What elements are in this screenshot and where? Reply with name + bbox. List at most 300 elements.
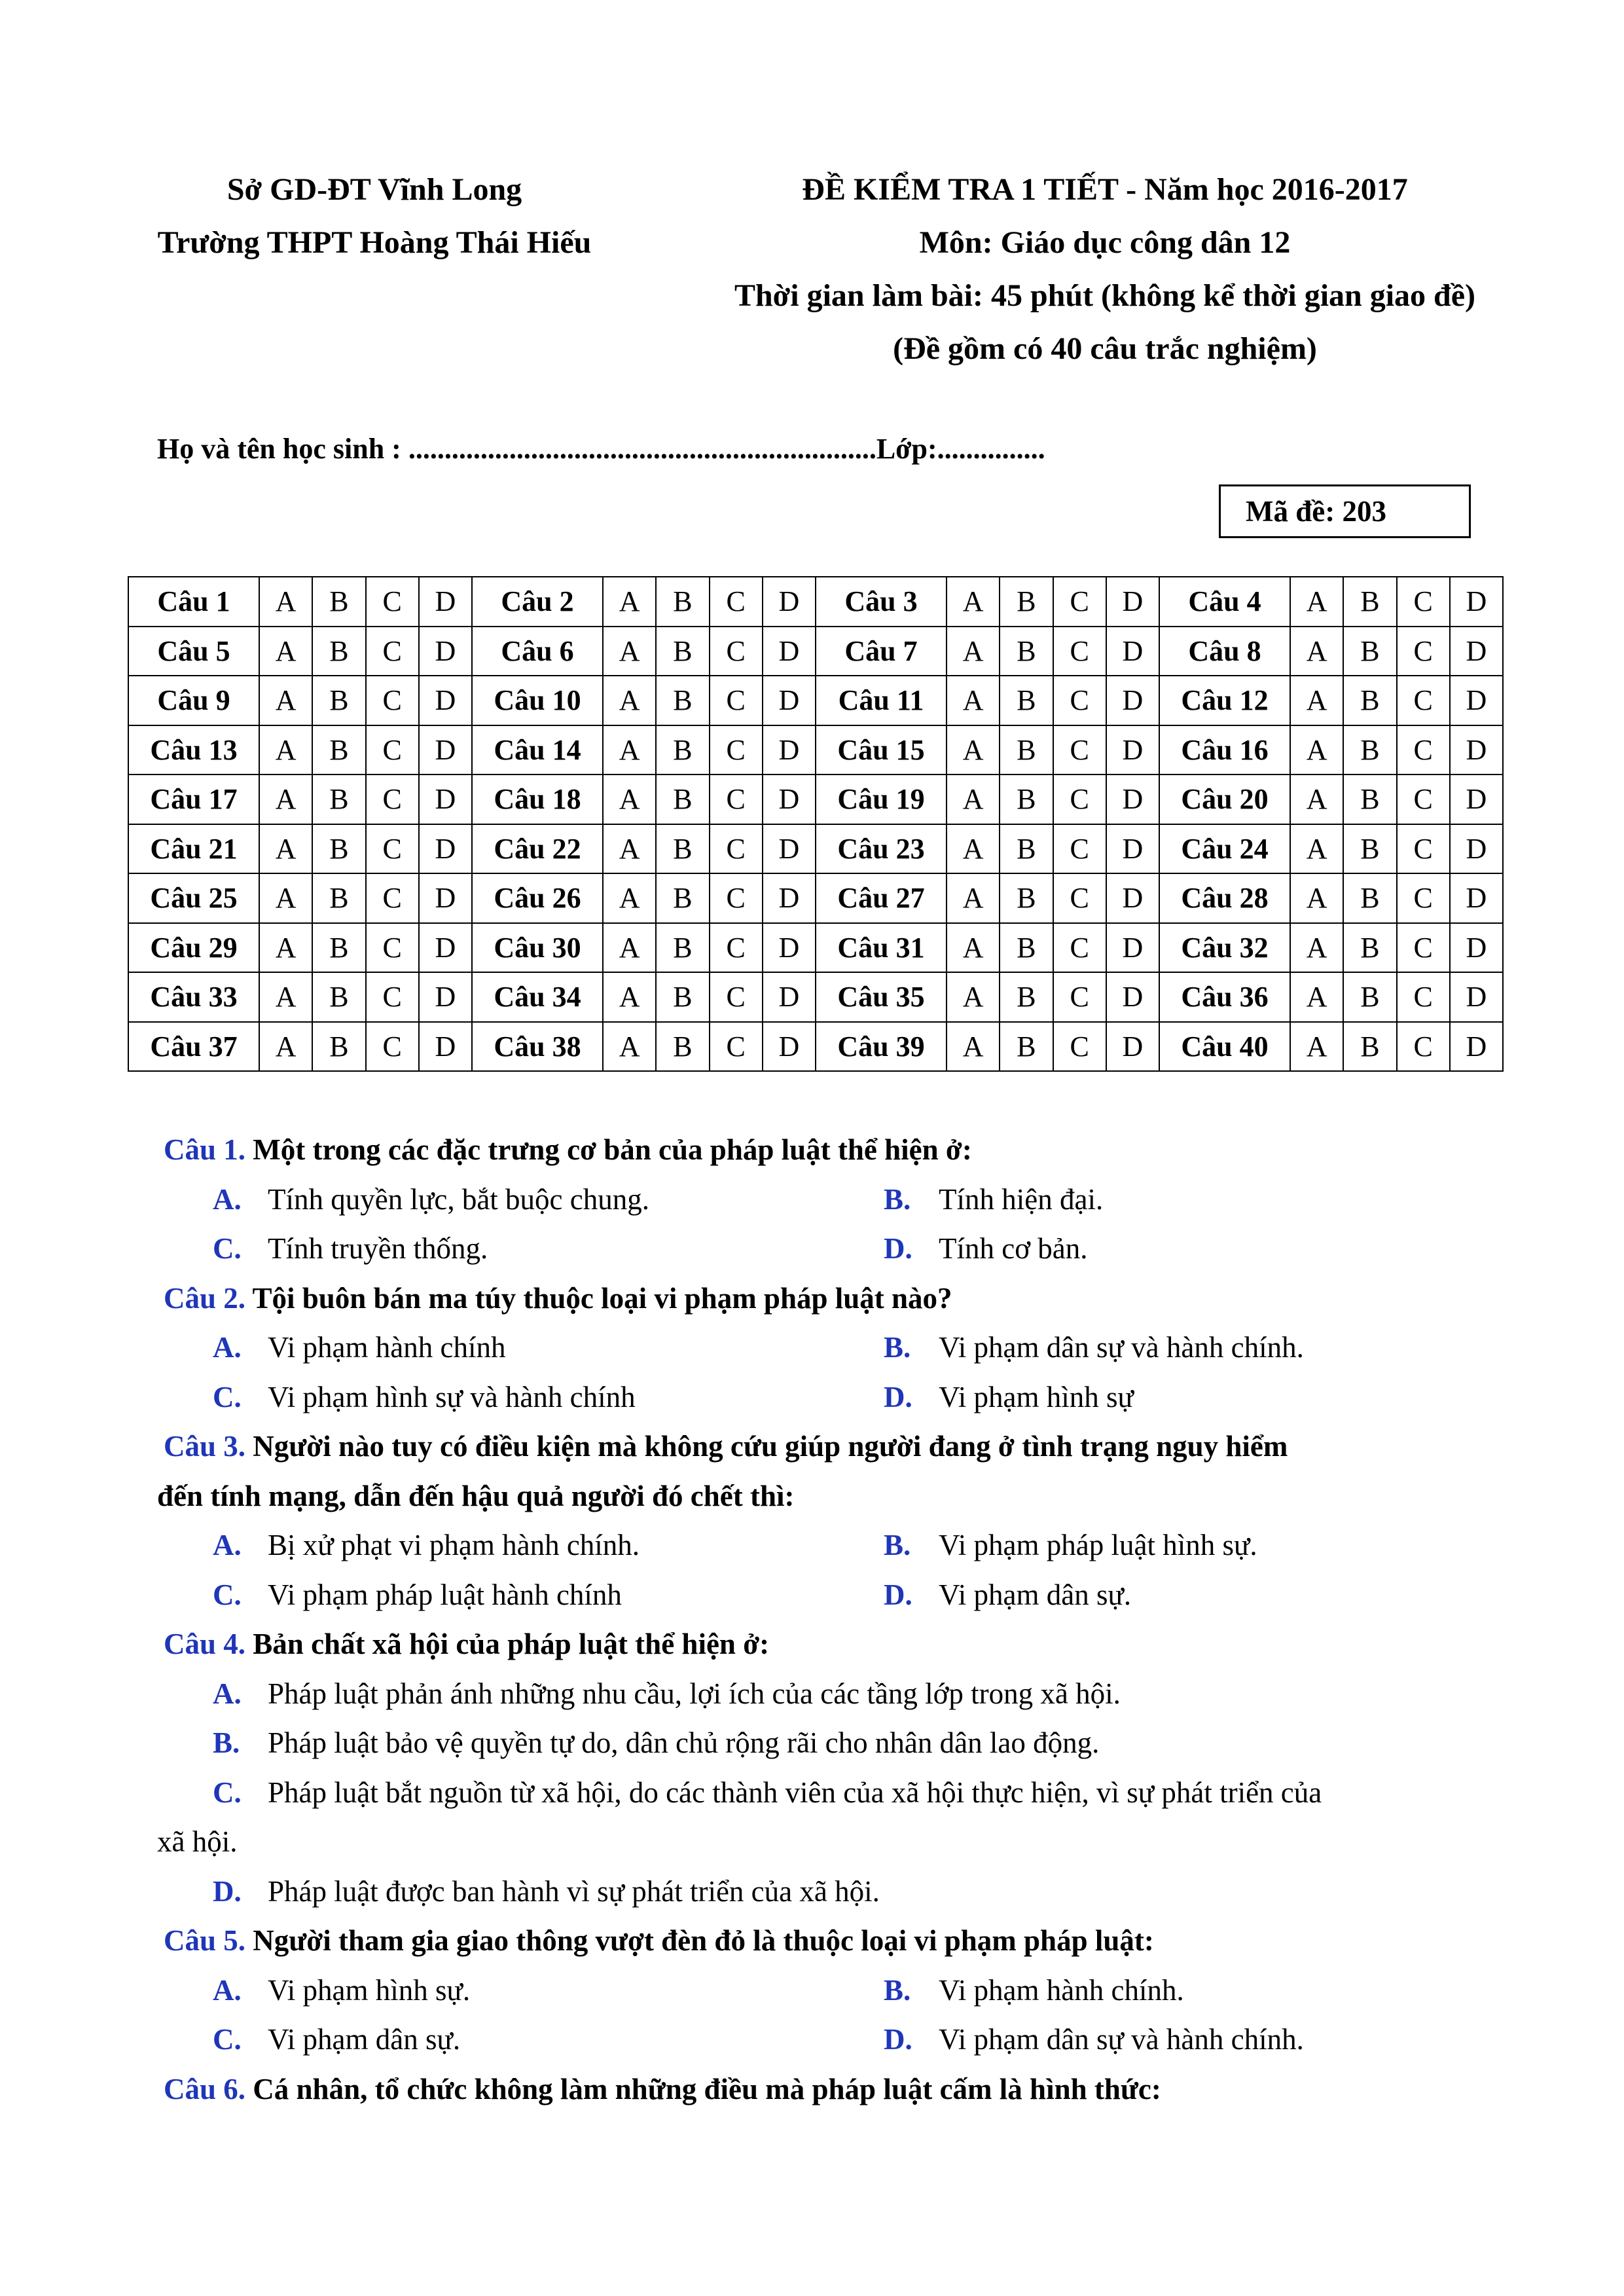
answer-grid-question-label: Câu 37 bbox=[128, 1022, 259, 1072]
option-letter: D. bbox=[884, 1232, 912, 1265]
answer-option-cell[interactable]: B bbox=[1000, 923, 1053, 973]
answer-grid-question-label: Câu 6 bbox=[472, 627, 603, 676]
question-stem bbox=[164, 1133, 972, 1167]
option-letter: B. bbox=[884, 1529, 911, 1561]
question-number: Câu 6. bbox=[164, 2072, 246, 2105]
answer-grid-row bbox=[128, 774, 1503, 824]
answer-option-cell[interactable]: C bbox=[1053, 774, 1106, 824]
answer-option-cell[interactable]: B bbox=[312, 824, 365, 874]
answer-option-cell[interactable]: A bbox=[603, 972, 656, 1022]
answer-option-cell[interactable]: C bbox=[1397, 972, 1450, 1022]
answer-option-cell[interactable]: C bbox=[710, 923, 763, 973]
answer-option-cell[interactable]: B bbox=[1343, 1022, 1396, 1072]
answer-grid-question-label: Câu 8 bbox=[1159, 627, 1290, 676]
answer-option-cell[interactable]: A bbox=[1290, 577, 1343, 627]
option-letter: C. bbox=[213, 1232, 242, 1265]
answer-grid-question-label: Câu 39 bbox=[816, 1022, 947, 1072]
answer-option[interactable] bbox=[213, 1677, 1121, 1711]
question-number: Câu 4. bbox=[164, 1628, 246, 1660]
answer-option-cell[interactable]: D bbox=[763, 676, 816, 725]
answer-grid-question-label: Câu 13 bbox=[128, 725, 259, 775]
answer-option-cell[interactable]: B bbox=[656, 873, 709, 923]
answer-grid-row bbox=[128, 1022, 1503, 1072]
answer-option[interactable] bbox=[213, 1330, 505, 1364]
answer-option-cell[interactable]: C bbox=[1053, 676, 1106, 725]
answer-grid-question-label: Câu 20 bbox=[1159, 774, 1290, 824]
answer-option[interactable] bbox=[884, 1973, 1184, 2007]
answer-option-cell[interactable]: D bbox=[1450, 774, 1503, 824]
answer-option[interactable] bbox=[213, 1528, 640, 1562]
answer-grid-question-label: Câu 12 bbox=[1159, 676, 1290, 725]
option-text: Vi phạm pháp luật hình sự. bbox=[939, 1529, 1257, 1561]
answer-option-cell[interactable]: A bbox=[947, 824, 1000, 874]
answer-option-cell[interactable]: A bbox=[947, 923, 1000, 973]
answer-option-cell[interactable]: C bbox=[366, 627, 419, 676]
answer-option-cell[interactable]: C bbox=[366, 1022, 419, 1072]
answer-option-cell[interactable]: D bbox=[419, 873, 472, 923]
answer-option-cell[interactable]: D bbox=[1450, 577, 1503, 627]
answer-option-cell[interactable]: A bbox=[1290, 1022, 1343, 1072]
answer-option[interactable] bbox=[884, 1330, 1304, 1364]
answer-option-cell[interactable]: B bbox=[312, 1022, 365, 1072]
option-text: Tính hiện đại. bbox=[939, 1182, 1104, 1216]
option-text: Vi phạm hình sự bbox=[939, 1380, 1134, 1413]
answer-grid-question-label: Câu 32 bbox=[1159, 923, 1290, 973]
answer-option-cell[interactable]: D bbox=[1106, 923, 1159, 973]
exam-time: Thời gian làm bài: 45 phút (không kể thời gian giao đề) bbox=[734, 278, 1476, 313]
answer-option-cell[interactable]: C bbox=[366, 824, 419, 874]
answer-option-cell[interactable]: A bbox=[1290, 725, 1343, 775]
answer-option-cell[interactable]: D bbox=[763, 972, 816, 1022]
answer-option[interactable] bbox=[213, 2022, 460, 2056]
answer-option-cell[interactable]: B bbox=[1343, 725, 1396, 775]
answer-option-cell[interactable]: B bbox=[656, 972, 709, 1022]
answer-grid-question-label: Câu 31 bbox=[816, 923, 947, 973]
answer-option-cell[interactable]: D bbox=[419, 972, 472, 1022]
answer-option-cell[interactable]: D bbox=[763, 873, 816, 923]
answer-grid-row bbox=[128, 873, 1503, 923]
answer-option-cell[interactable]: C bbox=[710, 676, 763, 725]
answer-option[interactable] bbox=[884, 1231, 1087, 1266]
answer-option[interactable] bbox=[884, 1578, 1131, 1612]
answer-option[interactable] bbox=[884, 1528, 1257, 1562]
answer-option-cell[interactable]: C bbox=[1397, 774, 1450, 824]
answer-option-cell[interactable]: D bbox=[763, 824, 816, 874]
answer-grid-question-label: Câu 40 bbox=[1159, 1022, 1290, 1072]
answer-option-cell[interactable]: D bbox=[419, 725, 472, 775]
answer-option-cell[interactable]: B bbox=[656, 774, 709, 824]
answer-option-cell[interactable]: B bbox=[656, 627, 709, 676]
answer-option-cell[interactable]: B bbox=[1000, 627, 1053, 676]
answer-option-cell[interactable]: A bbox=[603, 725, 656, 775]
answer-option-cell[interactable]: D bbox=[763, 923, 816, 973]
answer-option-cell[interactable]: B bbox=[1343, 577, 1396, 627]
answer-option-cell[interactable]: A bbox=[603, 923, 656, 973]
answer-option-cell[interactable]: D bbox=[1450, 923, 1503, 973]
answer-option-cell[interactable]: C bbox=[1397, 873, 1450, 923]
exam-title: ĐỀ KIỂM TRA 1 TIẾT - Năm học 2016-2017 bbox=[802, 172, 1408, 207]
answer-option-cell[interactable]: D bbox=[419, 627, 472, 676]
school-name: Trường THPT Hoàng Thái Hiếu bbox=[157, 225, 592, 260]
answer-option[interactable] bbox=[884, 2022, 1304, 2056]
student-info-line: Họ và tên học sinh : .................................................................Lớp:............... bbox=[157, 433, 1045, 465]
answer-option-cell[interactable]: C bbox=[710, 972, 763, 1022]
option-text: Tính quyền lực, bắt buộc chung. bbox=[268, 1182, 650, 1216]
answer-option-cell[interactable]: B bbox=[312, 972, 365, 1022]
answer-option-cell[interactable]: A bbox=[603, 676, 656, 725]
answer-option-cell[interactable]: B bbox=[1000, 725, 1053, 775]
option-letter: A. bbox=[213, 1331, 242, 1364]
answer-option-cell[interactable]: D bbox=[1450, 627, 1503, 676]
answer-option-cell[interactable]: A bbox=[947, 577, 1000, 627]
answer-option-cell[interactable]: D bbox=[1106, 873, 1159, 923]
question-number: Câu 5. bbox=[164, 1924, 246, 1957]
option-letter: C. bbox=[213, 1776, 242, 1809]
answer-option-cell[interactable]: D bbox=[419, 676, 472, 725]
answer-grid-question-label: Câu 33 bbox=[128, 972, 259, 1022]
answer-option-cell[interactable]: D bbox=[763, 1022, 816, 1072]
answer-option-cell[interactable]: B bbox=[312, 923, 365, 973]
option-text: Bị xử phạt vi phạm hành chính. bbox=[268, 1529, 640, 1561]
option-letter: D. bbox=[884, 2023, 912, 2056]
option-text: Vi phạm hành chính bbox=[268, 1331, 506, 1364]
answer-grid-question-label: Câu 15 bbox=[816, 725, 947, 775]
answer-option-cell[interactable]: C bbox=[1053, 1022, 1106, 1072]
answer-grid-question-label: Câu 30 bbox=[472, 923, 603, 973]
answer-option[interactable] bbox=[213, 1578, 622, 1612]
answer-option-cell[interactable]: D bbox=[1106, 774, 1159, 824]
answer-option-cell[interactable]: A bbox=[259, 577, 312, 627]
option-text: Vi phạm dân sự. bbox=[939, 1578, 1132, 1611]
answer-option-cell[interactable]: A bbox=[1290, 923, 1343, 973]
answer-option-cell[interactable]: A bbox=[1290, 972, 1343, 1022]
answer-grid-question-label: Câu 14 bbox=[472, 725, 603, 775]
answer-option-cell[interactable]: B bbox=[1343, 824, 1396, 874]
answer-grid-question-label: Câu 29 bbox=[128, 923, 259, 973]
answer-option-cell[interactable]: A bbox=[259, 774, 312, 824]
option-text: Vi phạm dân sự và hành chính. bbox=[939, 2023, 1304, 2056]
answer-option-cell[interactable]: B bbox=[1000, 1022, 1053, 1072]
option-text: Vi phạm hình sự và hành chính bbox=[268, 1380, 636, 1413]
option-text: Tính truyền thống. bbox=[268, 1232, 488, 1265]
answer-option-cell[interactable]: C bbox=[366, 923, 419, 973]
answer-option-cell[interactable]: B bbox=[312, 725, 365, 775]
answer-option-cell[interactable]: A bbox=[603, 1022, 656, 1072]
answer-option-cell[interactable]: D bbox=[1106, 725, 1159, 775]
answer-option-cell[interactable]: C bbox=[1397, 577, 1450, 627]
answer-option-cell[interactable]: A bbox=[947, 725, 1000, 775]
answer-option-cell[interactable]: D bbox=[1106, 972, 1159, 1022]
answer-grid-question-label: Câu 34 bbox=[472, 972, 603, 1022]
answer-option-cell[interactable]: D bbox=[419, 774, 472, 824]
answer-option-cell[interactable]: D bbox=[1106, 627, 1159, 676]
option-text: Vi phạm hình sự. bbox=[268, 1973, 471, 2007]
question-stem bbox=[164, 1923, 1154, 1958]
option-text: Vi phạm pháp luật hành chính bbox=[268, 1578, 622, 1611]
answer-option-cell[interactable]: B bbox=[1343, 923, 1396, 973]
answer-option-cell[interactable]: D bbox=[419, 577, 472, 627]
answer-option-cell[interactable]: A bbox=[259, 873, 312, 923]
answer-option-cell[interactable]: D bbox=[763, 725, 816, 775]
answer-option-cell[interactable]: D bbox=[763, 774, 816, 824]
answer-option-cell[interactable]: D bbox=[1450, 676, 1503, 725]
answer-grid-question-label: Câu 35 bbox=[816, 972, 947, 1022]
question-stem bbox=[164, 2072, 1161, 2106]
answer-option-cell[interactable]: B bbox=[656, 577, 709, 627]
question-text: đến tính mạng, dẫn đến hậu quả người đó chết thì: bbox=[157, 1479, 795, 1512]
answer-option-cell[interactable]: C bbox=[710, 774, 763, 824]
option-text: Pháp luật phản ánh những nhu cầu, lợi ích của các tầng lớp trong xã hội. bbox=[268, 1677, 1121, 1710]
answer-grid-row bbox=[128, 824, 1503, 874]
answer-option[interactable] bbox=[213, 1726, 1099, 1760]
answer-option-cell[interactable]: A bbox=[947, 873, 1000, 923]
answer-option-cell[interactable]: B bbox=[656, 824, 709, 874]
answer-grid-row bbox=[128, 923, 1503, 973]
answer-option-cell[interactable]: D bbox=[1450, 725, 1503, 775]
answer-grid-question-label: Câu 23 bbox=[816, 824, 947, 874]
option-text: Pháp luật bắt nguồn từ xã hội, do các thành viên của xã hội thực hiện, vì sự phát triển của bbox=[268, 1776, 1322, 1809]
question-stem bbox=[164, 1627, 769, 1661]
answer-option-cell[interactable]: A bbox=[259, 627, 312, 676]
answer-option-cell[interactable]: C bbox=[366, 873, 419, 923]
answer-option-cell[interactable]: D bbox=[1106, 824, 1159, 874]
answer-option-cell[interactable]: D bbox=[1106, 1022, 1159, 1072]
answer-option-cell[interactable]: A bbox=[947, 1022, 1000, 1072]
answer-option-cell[interactable]: C bbox=[1397, 923, 1450, 973]
answer-option[interactable] bbox=[213, 1231, 488, 1266]
answer-option-cell[interactable]: C bbox=[1053, 972, 1106, 1022]
answer-option-cell[interactable]: A bbox=[947, 676, 1000, 725]
answer-option-cell[interactable]: A bbox=[259, 923, 312, 973]
answer-option[interactable] bbox=[213, 1776, 1322, 1810]
answer-option-cell[interactable]: C bbox=[366, 725, 419, 775]
answer-option-cell[interactable]: D bbox=[419, 824, 472, 874]
answer-option-cell[interactable]: D bbox=[763, 577, 816, 627]
answer-option-cell[interactable]: B bbox=[1000, 824, 1053, 874]
answer-grid-question-label: Câu 21 bbox=[128, 824, 259, 874]
option-text: Vi phạm dân sự. bbox=[268, 2023, 461, 2056]
answer-option-cell[interactable]: B bbox=[1343, 873, 1396, 923]
answer-grid-question-label: Câu 11 bbox=[816, 676, 947, 725]
answer-option-cell[interactable]: C bbox=[1053, 577, 1106, 627]
answer-option-cell[interactable]: C bbox=[710, 824, 763, 874]
answer-grid-question-label: Câu 3 bbox=[816, 577, 947, 627]
question-stem-continuation bbox=[157, 1479, 794, 1513]
question-stem bbox=[164, 1429, 1288, 1463]
answer-option-cell[interactable]: A bbox=[947, 627, 1000, 676]
answer-grid-row bbox=[128, 972, 1503, 1022]
answer-option-cell[interactable]: B bbox=[656, 1022, 709, 1072]
option-text: Vi phạm dân sự và hành chính. bbox=[939, 1331, 1304, 1364]
answer-option-cell[interactable]: C bbox=[710, 873, 763, 923]
answer-option-cell[interactable]: A bbox=[259, 725, 312, 775]
answer-grid-question-label: Câu 25 bbox=[128, 873, 259, 923]
answer-option[interactable] bbox=[884, 1182, 1103, 1216]
question-number: Câu 2. bbox=[164, 1281, 246, 1315]
answer-option-cell[interactable]: C bbox=[1397, 627, 1450, 676]
answer-option-cell[interactable]: D bbox=[1450, 1022, 1503, 1072]
option-letter: D. bbox=[884, 1578, 912, 1611]
option-letter: B. bbox=[884, 1182, 911, 1216]
option-letter: B. bbox=[213, 1726, 240, 1759]
answer-grid bbox=[128, 576, 1504, 1072]
answer-option-cell[interactable]: B bbox=[1343, 972, 1396, 1022]
answer-grid-question-label: Câu 1 bbox=[128, 577, 259, 627]
option-text: Pháp luật được ban hành vì sự phát triển của xã hội. bbox=[268, 1874, 880, 1908]
option-text: xã hội. bbox=[157, 1825, 238, 1858]
answer-grid-question-label: Câu 5 bbox=[128, 627, 259, 676]
option-letter: C. bbox=[213, 1380, 242, 1413]
answer-option-cell[interactable]: A bbox=[1290, 774, 1343, 824]
answer-grid-row bbox=[128, 577, 1503, 627]
question-text: Người tham gia giao thông vượt đèn đỏ là thuộc loại vi phạm pháp luật: bbox=[253, 1924, 1154, 1957]
answer-option-cell[interactable]: B bbox=[1343, 676, 1396, 725]
question-stem bbox=[164, 1281, 952, 1315]
answer-option-cell[interactable]: C bbox=[1053, 873, 1106, 923]
answer-option-cell[interactable]: B bbox=[1343, 774, 1396, 824]
answer-option-cell[interactable]: B bbox=[1343, 627, 1396, 676]
option-text: Pháp luật bảo vệ quyền tự do, dân chủ rộng rãi cho nhân dân lao động. bbox=[268, 1726, 1100, 1759]
answer-grid-question-label: Câu 17 bbox=[128, 774, 259, 824]
question-text: Bản chất xã hội của pháp luật thể hiện ở: bbox=[253, 1628, 770, 1660]
answer-option-cell[interactable]: A bbox=[947, 774, 1000, 824]
answer-option-cell[interactable]: B bbox=[312, 577, 365, 627]
answer-option[interactable] bbox=[213, 1182, 649, 1216]
answer-grid-row bbox=[128, 725, 1503, 775]
answer-option-cell[interactable]: C bbox=[710, 725, 763, 775]
option-letter: B. bbox=[884, 1331, 911, 1364]
option-text: Vi phạm hành chính. bbox=[939, 1973, 1184, 2007]
answer-option-cell[interactable]: C bbox=[710, 627, 763, 676]
answer-option-cell[interactable]: C bbox=[1053, 824, 1106, 874]
answer-option-cell[interactable]: D bbox=[1450, 972, 1503, 1022]
answer-grid-row bbox=[128, 627, 1503, 676]
answer-option-cell[interactable]: A bbox=[603, 577, 656, 627]
answer-option-cell[interactable]: C bbox=[1397, 725, 1450, 775]
question-number: Câu 3. bbox=[164, 1430, 246, 1463]
option-letter: A. bbox=[213, 1973, 242, 2007]
answer-grid-question-label: Câu 4 bbox=[1159, 577, 1290, 627]
option-letter: D. bbox=[213, 1874, 242, 1908]
answer-option-cell[interactable]: C bbox=[366, 774, 419, 824]
answer-option-cell[interactable]: B bbox=[1000, 873, 1053, 923]
option-text: Tính cơ bản. bbox=[939, 1232, 1088, 1265]
answer-option-cell[interactable]: A bbox=[1290, 824, 1343, 874]
answer-option-cell[interactable]: C bbox=[1397, 1022, 1450, 1072]
answer-grid-question-label: Câu 36 bbox=[1159, 972, 1290, 1022]
answer-option-cell[interactable]: C bbox=[1053, 923, 1106, 973]
answer-option-cell[interactable]: B bbox=[1000, 774, 1053, 824]
answer-option-cell[interactable]: A bbox=[603, 774, 656, 824]
option-letter: A. bbox=[213, 1182, 242, 1216]
question-text: Tội buôn bán ma túy thuộc loại vi phạm pháp luật nào? bbox=[252, 1281, 952, 1315]
answer-option-cell[interactable]: C bbox=[710, 577, 763, 627]
answer-option-cell[interactable]: C bbox=[1053, 725, 1106, 775]
answer-option-cell[interactable]: B bbox=[656, 676, 709, 725]
answer-grid-question-label: Câu 38 bbox=[472, 1022, 603, 1072]
exam-subject: Môn: Giáo dục công dân 12 bbox=[919, 225, 1291, 260]
answer-grid-question-label: Câu 26 bbox=[472, 873, 603, 923]
answer-option-cell[interactable]: A bbox=[259, 824, 312, 874]
answer-grid-question-label: Câu 16 bbox=[1159, 725, 1290, 775]
option-letter: C. bbox=[213, 1578, 242, 1611]
answer-option-cell[interactable]: A bbox=[259, 676, 312, 725]
option-letter: A. bbox=[213, 1677, 242, 1710]
answer-option-cell[interactable]: A bbox=[947, 972, 1000, 1022]
answer-option-cell[interactable]: B bbox=[1000, 972, 1053, 1022]
question-text: Một trong các đặc trưng cơ bản của pháp luật thể hiện ở: bbox=[253, 1133, 972, 1166]
option-letter: D. bbox=[884, 1380, 912, 1413]
answer-option[interactable] bbox=[213, 1380, 636, 1414]
exam-code-box: Mã đề: 203 bbox=[1219, 484, 1471, 538]
answer-option-cell[interactable]: A bbox=[603, 824, 656, 874]
question-text: Người nào tuy có điều kiện mà không cứu giúp người đang ở tình trạng nguy hiểm bbox=[253, 1430, 1288, 1463]
option-letter: C. bbox=[213, 2023, 242, 2056]
answer-grid-row bbox=[128, 676, 1503, 725]
answer-option-cell[interactable]: D bbox=[1106, 676, 1159, 725]
answer-option-cell[interactable]: D bbox=[419, 923, 472, 973]
answer-option-cell[interactable]: C bbox=[1397, 824, 1450, 874]
answer-option-cell[interactable]: B bbox=[312, 676, 365, 725]
answer-option-cell[interactable]: D bbox=[1450, 824, 1503, 874]
option-letter: A. bbox=[213, 1529, 242, 1561]
answer-option-cell[interactable]: D bbox=[419, 1022, 472, 1072]
answer-option-cell[interactable]: B bbox=[1000, 676, 1053, 725]
answer-option[interactable] bbox=[213, 1874, 880, 1908]
answer-option[interactable] bbox=[213, 1973, 470, 2007]
answer-option-cell[interactable]: A bbox=[603, 627, 656, 676]
answer-option-cell[interactable]: B bbox=[312, 873, 365, 923]
answer-option-cell[interactable]: C bbox=[710, 1022, 763, 1072]
option-text-continuation bbox=[157, 1825, 237, 1859]
answer-option-cell[interactable]: A bbox=[259, 972, 312, 1022]
answer-option-cell[interactable]: C bbox=[1053, 627, 1106, 676]
answer-option-cell[interactable]: A bbox=[1290, 873, 1343, 923]
department-name: Sở GD-ĐT Vĩnh Long bbox=[226, 172, 522, 207]
answer-option-cell[interactable]: B bbox=[656, 725, 709, 775]
answer-grid-question-label: Câu 22 bbox=[472, 824, 603, 874]
answer-option[interactable] bbox=[884, 1380, 1134, 1414]
answer-option-cell[interactable]: D bbox=[1450, 873, 1503, 923]
answer-grid-question-label: Câu 7 bbox=[816, 627, 947, 676]
answer-grid-question-label: Câu 2 bbox=[472, 577, 603, 627]
exam-note: (Đề gồm có 40 câu trắc nghiệm) bbox=[893, 331, 1317, 366]
answer-grid-question-label: Câu 9 bbox=[128, 676, 259, 725]
answer-option-cell[interactable]: B bbox=[312, 774, 365, 824]
answer-option-cell[interactable]: A bbox=[603, 873, 656, 923]
answer-grid-question-label: Câu 24 bbox=[1159, 824, 1290, 874]
answer-option-cell[interactable]: A bbox=[1290, 627, 1343, 676]
answer-option-cell[interactable]: A bbox=[259, 1022, 312, 1072]
answer-option-cell[interactable]: C bbox=[366, 577, 419, 627]
option-letter: B. bbox=[884, 1973, 911, 2007]
answer-grid-question-label: Câu 18 bbox=[472, 774, 603, 824]
answer-option-cell[interactable]: D bbox=[763, 627, 816, 676]
answer-grid-question-label: Câu 27 bbox=[816, 873, 947, 923]
answer-grid-question-label: Câu 10 bbox=[472, 676, 603, 725]
answer-option-cell[interactable]: C bbox=[366, 972, 419, 1022]
answer-option-cell[interactable]: B bbox=[1000, 577, 1053, 627]
answer-option-cell[interactable]: B bbox=[656, 923, 709, 973]
answer-grid-question-label: Câu 19 bbox=[816, 774, 947, 824]
answer-option-cell[interactable]: B bbox=[312, 627, 365, 676]
answer-option-cell[interactable]: A bbox=[1290, 676, 1343, 725]
answer-option-cell[interactable]: C bbox=[1397, 676, 1450, 725]
answer-option-cell[interactable]: C bbox=[366, 676, 419, 725]
answer-option-cell[interactable]: D bbox=[1106, 577, 1159, 627]
question-number: Câu 1. bbox=[164, 1133, 246, 1166]
question-text: Cá nhân, tổ chức không làm những điều mà pháp luật cấm là hình thức: bbox=[253, 2072, 1161, 2105]
